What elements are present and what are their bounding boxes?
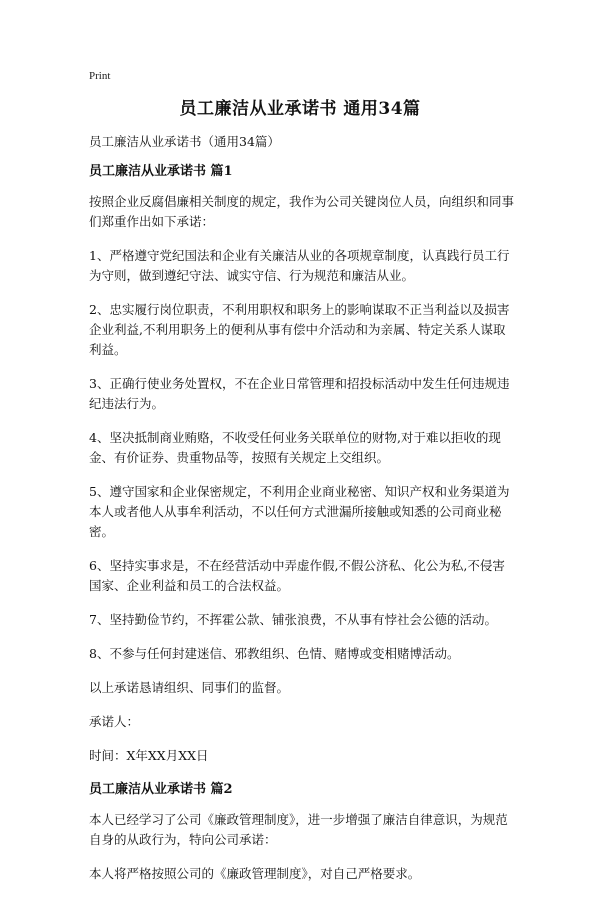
- paragraph: 4、坚决抵制商业贿赂，不收受任何业务关联单位的财物,对于难以拒收的现金、有价证券、贵重物品等，按照有关规定上交组织。: [89, 430, 501, 465]
- print-label[interactable]: Print: [89, 70, 111, 82]
- paragraph: 2、忠实履行岗位职责，不利用职权和职务上的影响谋取不正当利益以及损害企业利益,不利用职务上的便利从事有偿中介活动和为亲属、特定关系人谋取利益。: [89, 302, 510, 357]
- paragraph: 6、坚持实事求是，不在经营活动中弄虚作假,不假公济私、化公为私,不侵害国家、企业利益和员工的合法权益。: [89, 558, 505, 593]
- paragraph: 5、遵守国家和企业保密规定，不利用企业商业秘密、知识产权和业务渠道为本人或者他人从事牟利活动，不以任何方式泄漏所接触或知悉的公司商业秘密。: [89, 484, 510, 539]
- section-heading-2: 员工廉洁从业承诺书 篇2: [89, 782, 233, 797]
- signer-line: 承诺人：: [89, 714, 140, 729]
- paragraph: 3、正确行使业务处置权，不在企业日常管理和招投标活动中发生任何违规违纪违法行为。: [89, 376, 510, 411]
- document-body: [89, 132, 514, 898]
- paragraph: 7、坚持勤俭节约，不挥霍公款、铺张浪费，不从事有悖社会公德的活动。: [89, 612, 497, 627]
- intro-line: 员工廉洁从业承诺书（通用34篇）: [89, 134, 280, 149]
- date-line: 时间：X年XX月XX日: [89, 748, 209, 763]
- paragraph: 本人将严格按照公司的《廉政管理制度》，对自己严格要求。: [89, 866, 421, 881]
- section-heading-1: 员工廉洁从业承诺书 篇1: [89, 164, 233, 179]
- document-title: 员工廉洁从业承诺书 通用34篇: [179, 99, 421, 119]
- paragraph: 按照企业反腐倡廉相关制度的规定，我作为公司关键岗位人员，向组织和同事们郑重作出如下承诺：: [89, 194, 515, 229]
- paragraph: 本人已经学习了公司《廉政管理制度》，进一步增强了廉洁自律意识，为规范自身的从政行为，特向公司承诺：: [89, 812, 508, 847]
- paragraph: 以上承诺恳请组织、同事们的监督。: [89, 680, 290, 695]
- paragraph: 8、不参与任何封建迷信、邪教组织、色情、赌博或变相赌博活动。: [89, 646, 460, 661]
- paragraph: 1、严格遵守党纪国法和企业有关廉洁从业的各项规章制度，认真践行员工行为守则，做到遵纪守法、诚实守信、行为规范和廉洁从业。: [89, 248, 510, 283]
